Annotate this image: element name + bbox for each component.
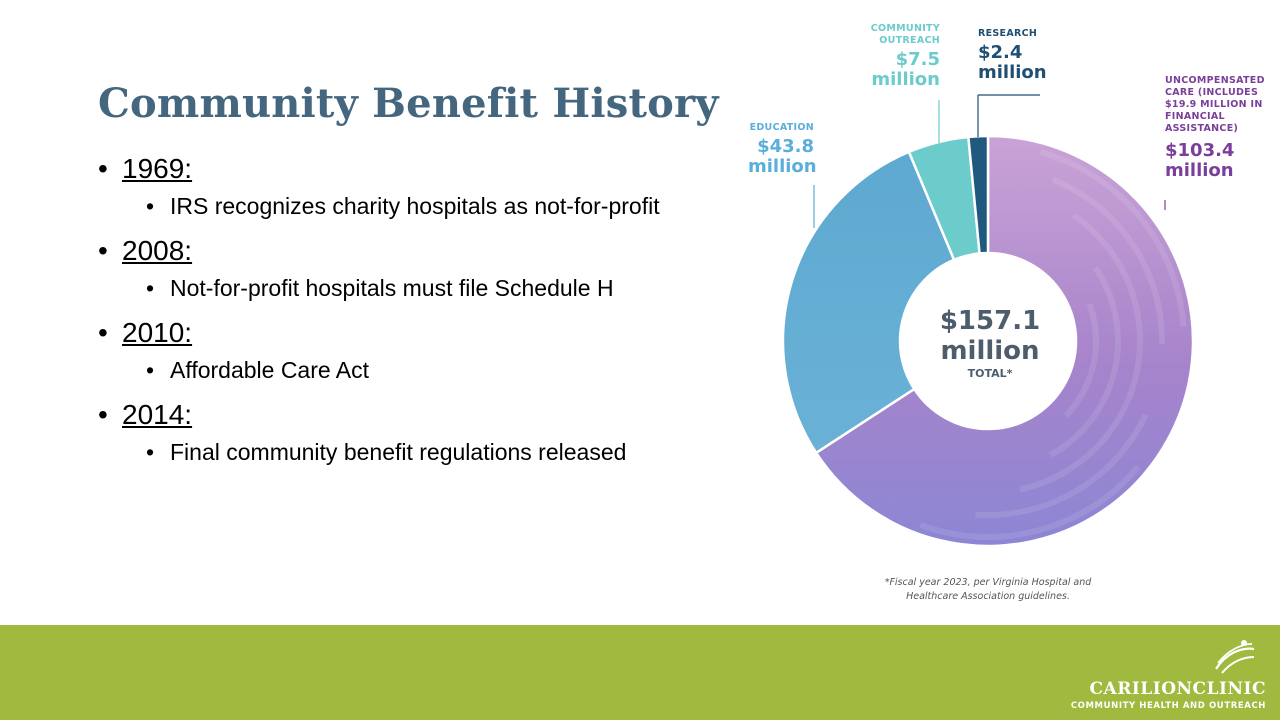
history-item [98,396,758,470]
history-detail: Affordable Care Act [170,357,370,383]
sub-bullet-dot: • [146,275,155,301]
history-year: 1969: [122,153,193,184]
bullet-dot: • [98,235,108,266]
slice-label-education: EDUCATION [749,122,814,133]
total-label: TOTAL* [967,367,1013,380]
slice-value-research: $2.4 million [978,42,1047,83]
slice-label-outreach: COMMUNITY OUTREACH [870,23,940,46]
slice-value-uncompensated-care: $103.4 million [1165,140,1235,181]
sub-bullet-dot: • [146,357,155,383]
footer-band [0,625,1280,720]
history-item [98,150,758,224]
history-item [98,314,758,388]
donut-chart [740,0,1280,625]
sub-bullet-dot: • [146,439,155,465]
history-year: 2010: [122,317,193,348]
history-year: 2008: [122,235,193,266]
callout-education [748,122,817,177]
bullet-dot: • [98,317,108,348]
sub-bullet-dot: • [146,193,155,219]
logo [1071,639,1266,711]
history-detail: Not-for-profit hospitals must file Schedule H [170,275,614,301]
history-item [98,232,758,306]
donut-center-total [920,306,1060,382]
bullet-dot: • [98,399,108,430]
bullet-dot: • [98,153,108,184]
chart-footnote: *Fiscal year 2023, per Virginia Hospital and Healthcare Association guidelines. [884,577,1092,602]
history-year: 2014: [122,399,193,430]
callout-uncompensated-care [1165,75,1277,181]
history-detail: Final community benefit regulations released [170,439,627,465]
logo-name: CARILIONCLINIC [1089,679,1266,699]
slice-value-education: $43.8 million [748,136,817,177]
history-list [98,150,758,478]
callout-research [978,28,1048,83]
slice-value-outreach: $7.5 million [871,49,940,90]
logo-swoosh-icon [1212,639,1256,677]
slice-label-uncompensated-care: UNCOMPENSATED CARE (INCLUDES $19.9 MILLION IN FINANCIAL ASSISTANCE) [1165,75,1265,134]
slice-label-research: RESEARCH [978,28,1038,39]
logo-tagline: COMMUNITY HEALTH AND OUTREACH [1070,701,1266,711]
total-amount: $157.1 million [939,306,1041,366]
slide-title: Community Benefit History [98,80,719,127]
history-detail: IRS recognizes charity hospitals as not-for-profit [170,193,660,219]
callout-outreach [866,23,940,90]
